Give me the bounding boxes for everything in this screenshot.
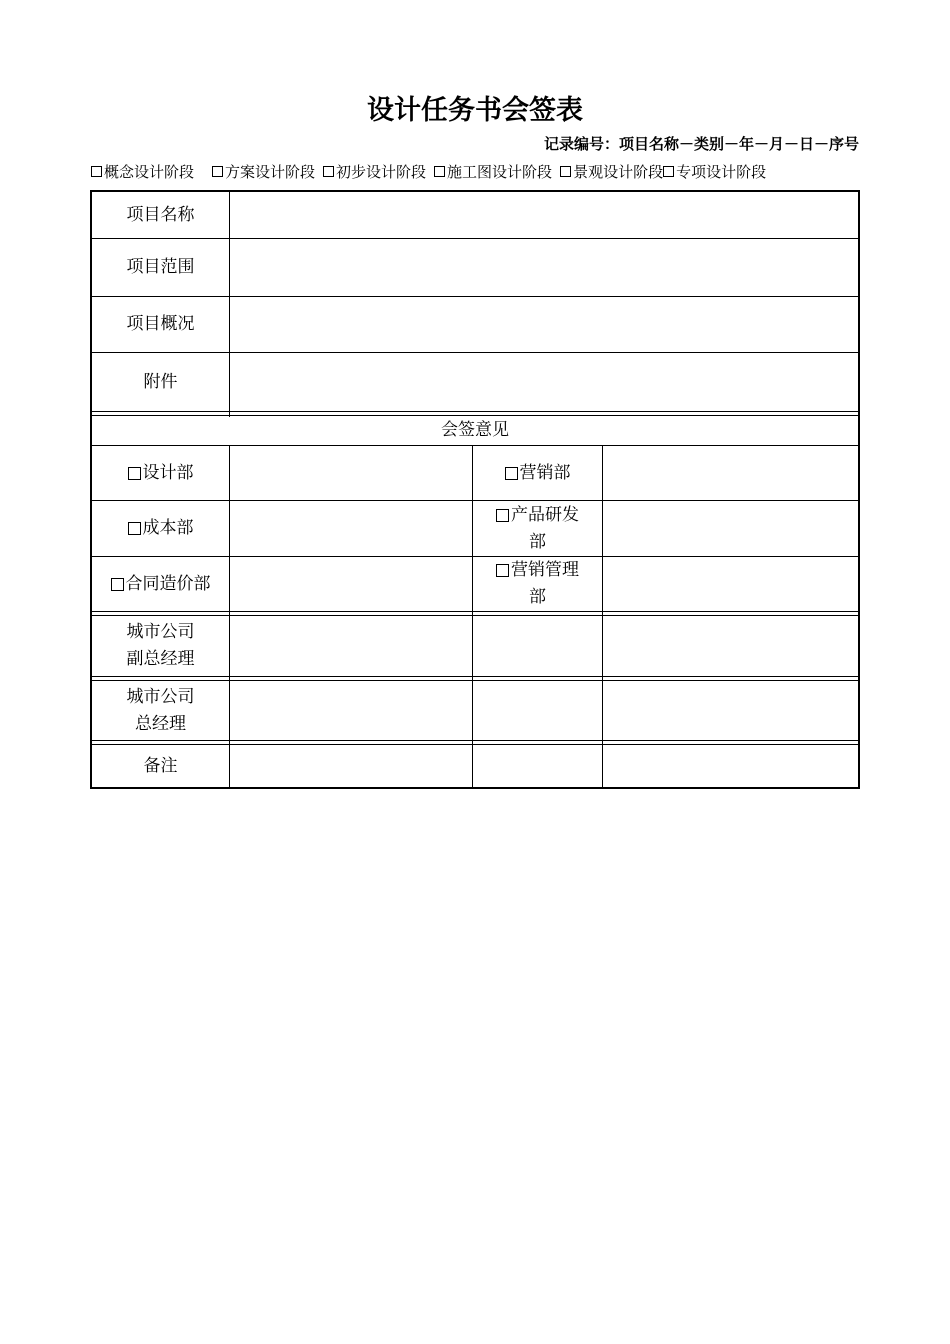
checkbox-icon[interactable] (323, 166, 334, 177)
stage-option-preliminary[interactable] (323, 161, 426, 182)
stage-option-concept[interactable] (91, 161, 194, 182)
label-line2: 总经理 (135, 713, 186, 734)
stage-checkbox-row (91, 161, 861, 182)
dept-design[interactable] (92, 446, 229, 500)
checkbox-icon[interactable] (128, 467, 141, 480)
marketing-mgmt-opinion-field[interactable] (603, 557, 858, 611)
project-scope-field[interactable] (230, 239, 858, 296)
checkbox-icon[interactable] (434, 166, 445, 177)
dept-label: 营销管理 (511, 560, 579, 580)
stage-label: 初步设计阶段 (336, 163, 427, 181)
stage-label: 概念设计阶段 (104, 163, 195, 181)
project-scope-label: 项目范围 (126, 257, 195, 277)
stage-label: 景观设计阶段 (573, 163, 664, 181)
checkbox-icon[interactable] (496, 509, 509, 522)
design-opinion-field[interactable] (230, 446, 472, 500)
gm-signature-field[interactable] (230, 681, 858, 740)
checkbox-icon[interactable] (560, 166, 571, 177)
label-line2: 副总经理 (126, 649, 195, 669)
dept-label: 设计部 (142, 462, 194, 483)
cost-opinion-field[interactable] (230, 501, 472, 556)
remarks-label: 备注 (143, 755, 178, 776)
checkbox-icon[interactable] (212, 166, 223, 177)
vice-gm-signature-field[interactable] (230, 616, 858, 676)
dept-contract-cost[interactable] (92, 557, 229, 611)
checkbox-icon[interactable] (496, 564, 509, 577)
checkbox-icon[interactable] (505, 467, 518, 480)
form-title: 设计任务书会签表 (367, 95, 583, 126)
stage-label: 方案设计阶段 (225, 163, 316, 181)
row-divider-double (92, 411, 858, 412)
attachment-label: 附件 (143, 371, 178, 392)
dept-label: 营销部 (519, 462, 571, 483)
dept-product-rd[interactable] (473, 501, 602, 556)
dept-marketing[interactable] (473, 446, 602, 500)
dept-label-line2: 部 (529, 587, 546, 607)
contract-cost-opinion-field[interactable] (230, 557, 472, 611)
label-line1: 城市公司 (126, 622, 195, 642)
stage-option-scheme[interactable] (212, 161, 315, 182)
stage-label: 施工图设计阶段 (447, 163, 553, 181)
countersign-form-table (90, 190, 860, 789)
attachment-field[interactable] (230, 353, 858, 411)
dept-label-line2: 部 (529, 531, 546, 552)
dept-cost[interactable] (92, 501, 229, 556)
vice-gm-label (92, 616, 229, 676)
checkbox-icon[interactable] (128, 522, 141, 535)
stage-option-landscape[interactable] (560, 161, 663, 182)
gm-label (92, 681, 229, 740)
label-line1: 城市公司 (126, 686, 195, 707)
dept-label: 成本部 (142, 518, 194, 538)
checkbox-icon[interactable] (91, 166, 102, 177)
project-overview-label: 项目概况 (126, 314, 195, 334)
record-number: 记录编号：项目名称－类别－年－月－日－序号 (543, 135, 859, 153)
marketing-opinion-field[interactable] (603, 446, 858, 500)
project-name-field[interactable] (230, 192, 858, 238)
checkbox-icon[interactable] (111, 578, 124, 591)
dept-marketing-mgmt[interactable] (473, 557, 602, 611)
dept-label: 产品研发 (511, 504, 579, 525)
row-divider-double (92, 676, 858, 677)
remarks-field[interactable] (230, 745, 858, 787)
stage-label: 专项设计阶段 (676, 163, 767, 181)
row-divider-double (92, 611, 858, 612)
project-overview-field[interactable] (230, 297, 858, 352)
stage-option-construction[interactable] (434, 161, 552, 182)
dept-label: 合同造价部 (125, 573, 211, 594)
checkbox-icon[interactable] (663, 166, 674, 177)
countersign-header: 会签意见 (441, 420, 509, 440)
project-name-label: 项目名称 (126, 204, 195, 225)
product-rd-opinion-field[interactable] (603, 501, 858, 556)
stage-option-special[interactable] (663, 161, 766, 182)
row-divider-double (92, 740, 858, 741)
